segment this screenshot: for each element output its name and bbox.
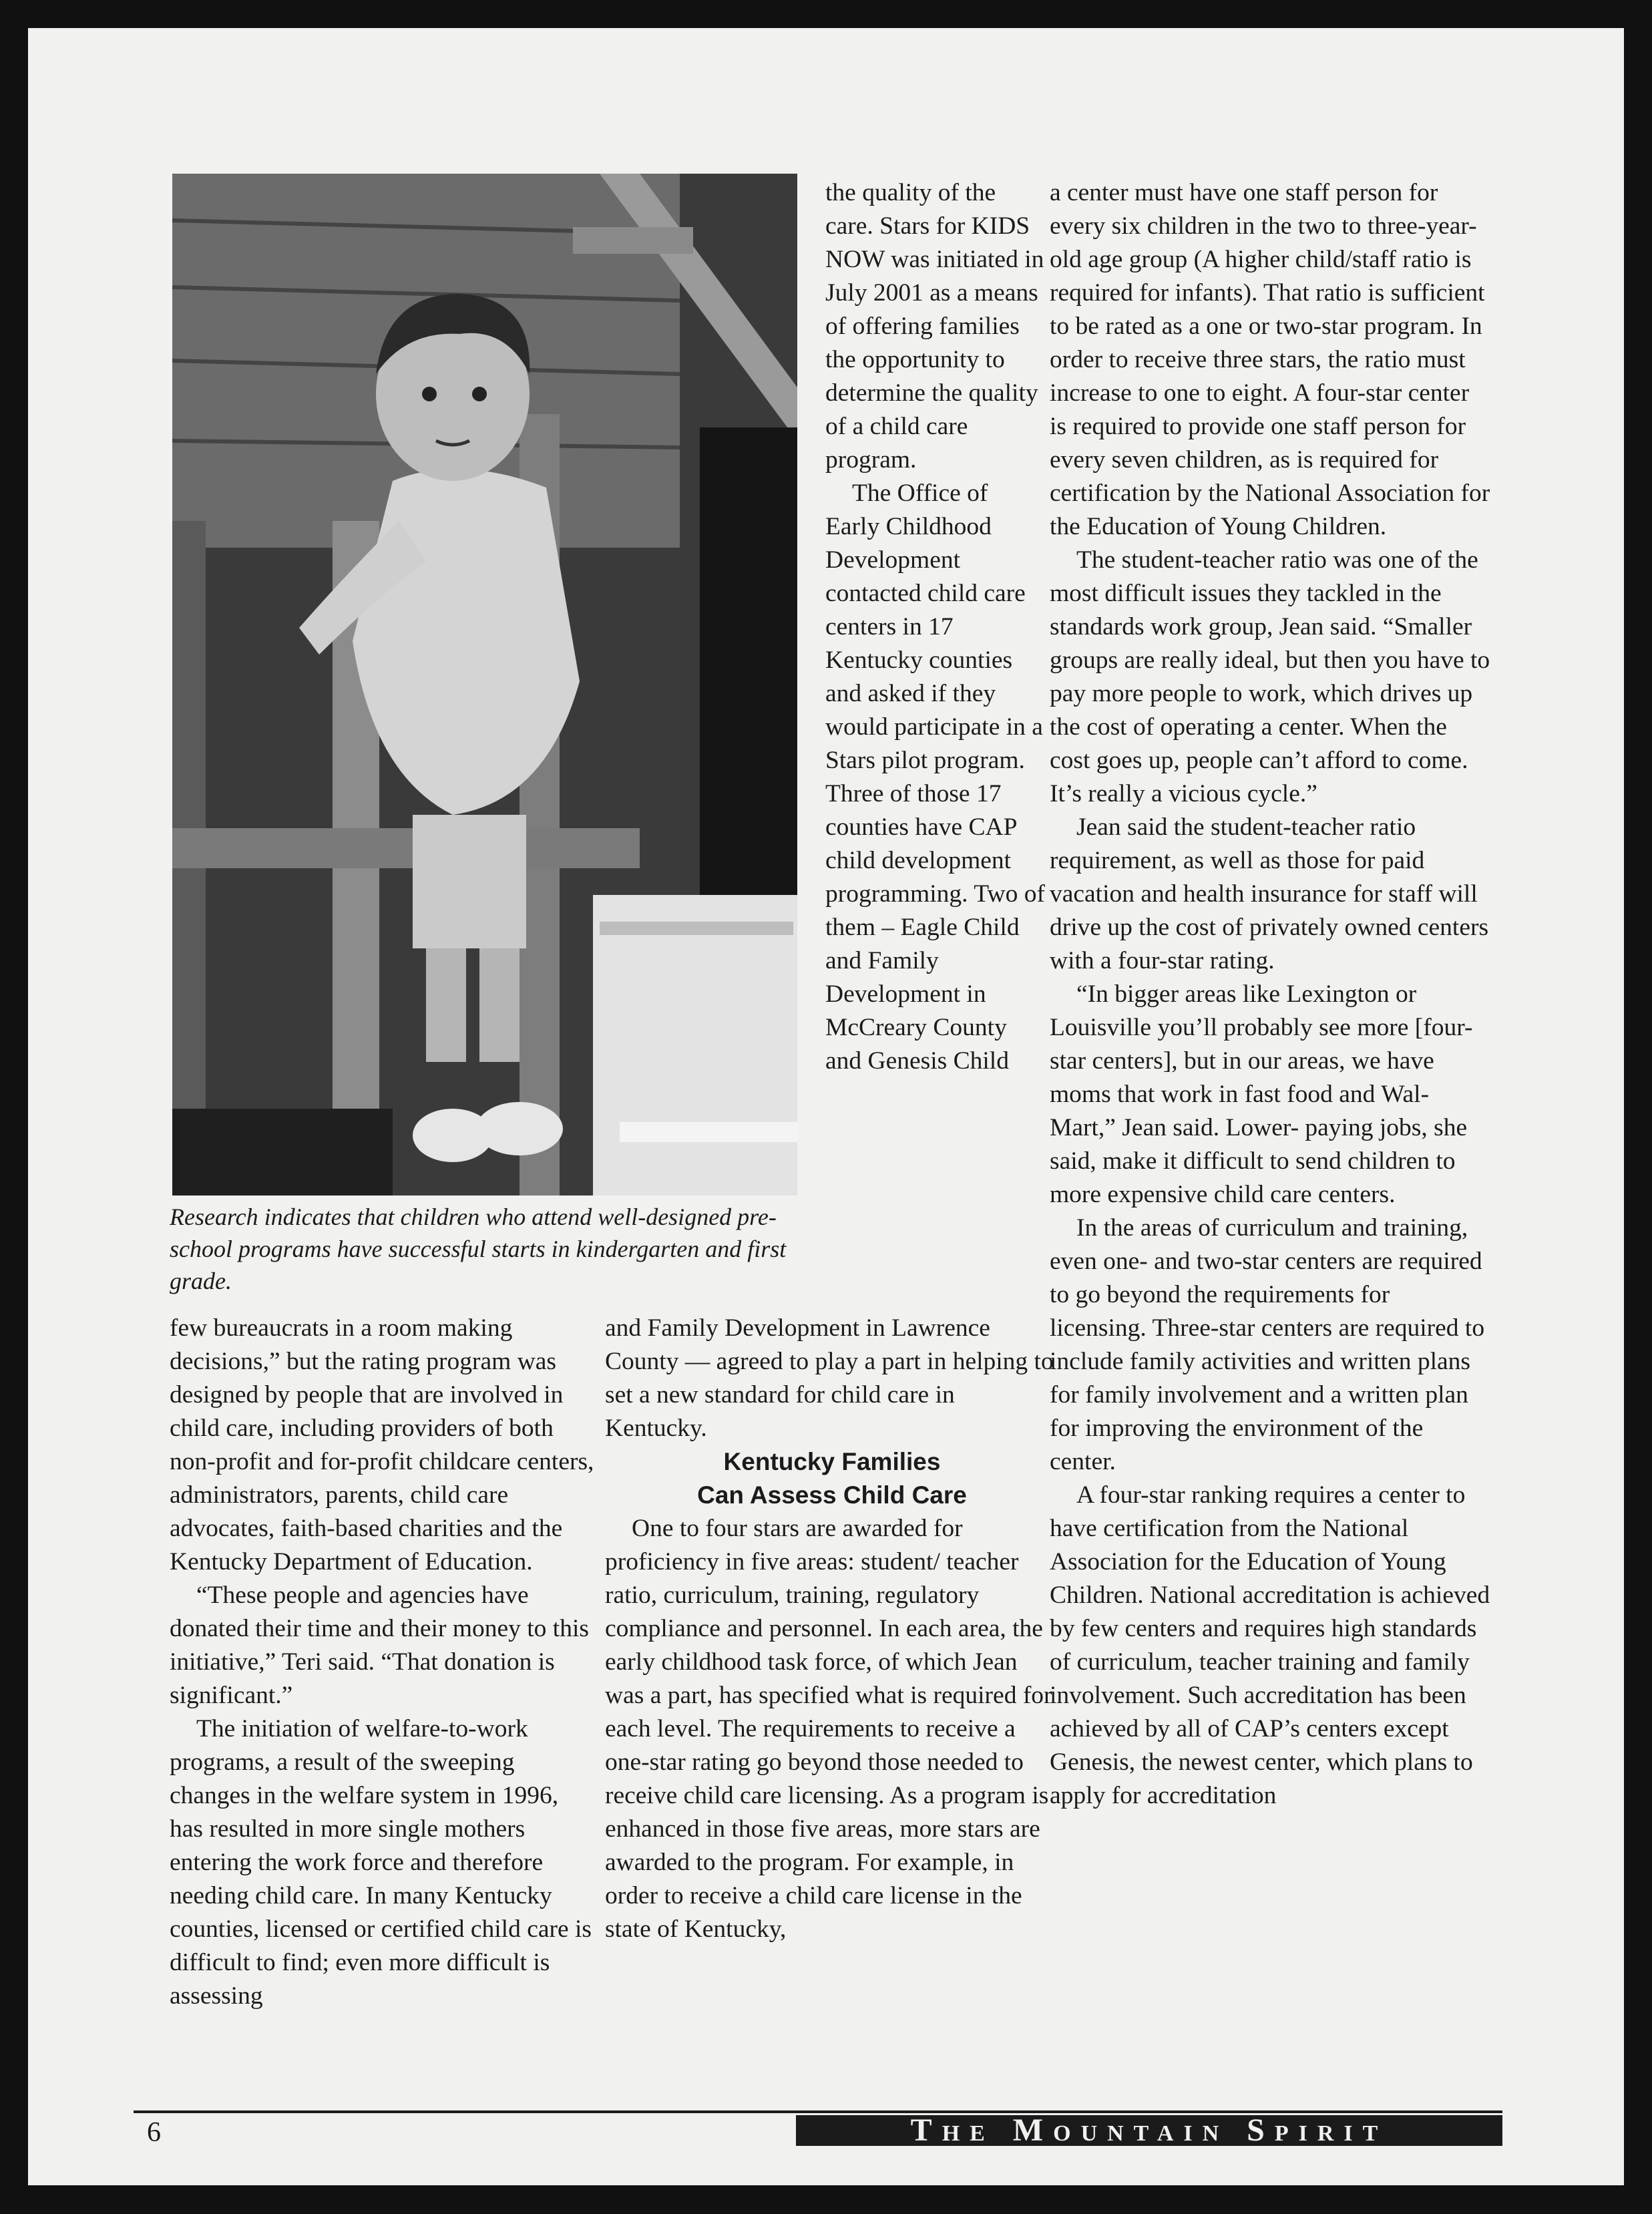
child-playhouse-photo (172, 174, 797, 1195)
subhead-line-1: Kentucky Families (723, 1448, 941, 1475)
col1-paragraph: “These people and agencies have donated their time and their money to this initiative,” Teri said. “That donation is significant.” (170, 1582, 589, 1709)
page-number: 6 (147, 2117, 161, 2148)
column-two-bottom (605, 1312, 1059, 1946)
column-one (170, 1312, 597, 2013)
section-subhead (605, 1445, 1059, 1512)
photo-illustration (172, 174, 797, 1195)
col3-paragraph: a center must have one staff person for every six children in the two to three-year-old age group (A higher child/staff ratio is required for infants). That ratio is sufficient to be rated as a one or two-star program. In order to receive three stars, the ratio must increase to one to eight. A four-star center is required to provide one staff person for every seven children, as is required for certification by the National Association for the Education of Young Children. (1050, 179, 1490, 540)
col2-paragraph: The Office of Early Childhood Development contacted child care centers in 17 Kentucky counties and asked if they would participate in a Stars pilot program. Three of those 17 counties have CAP child development programming. Two of them – Eagle Child and Family Development in McCreary County and Genesis Child (825, 480, 1045, 1075)
col3-paragraph: A four-star ranking requires a center to have certification from the National Association for the Education of Young Children. National accreditation is achieved by few centers and requires high standards of curriculum, teacher training and family involvement. Such accreditation has been achieved by all of CAP’s centers except Genesis, the newest center, which plans to apply for accreditation (1050, 1481, 1490, 1809)
photo-caption: Research indicates that children who attend well-designed pre-school programs have successful starts in kindergarten and first grade. (170, 1204, 787, 1294)
masthead-banner: The Mountain Spirit (796, 2115, 1502, 2146)
column-three (1050, 176, 1490, 1813)
column-two-top (825, 176, 1046, 1078)
col2-paragraph: One to four stars are awarded for proficiency in five areas: student/ teacher ratio, curriculum, training, regulatory compliance and personnel. In each area, the early childhood task force, of which Jean was a part, has specified what is required for each level. The requirements to receive a one-star rating go beyond those needed to receive child care licensing. As a program is enhanced in those five areas, more stars are awarded to the program. For example, in order to receive a child care license in the state of Kentucky, (605, 1515, 1052, 1943)
subhead-line-2: Can Assess Child Care (697, 1481, 967, 1509)
col1-paragraph: The initiation of welfare-to-work programs, a result of the sweeping changes in the welfare system in 1996, has resulted in more single mothers entering the work force and therefore needing child care. In many Kentucky counties, licensed or certified child care is difficult to find; even more difficult is assessing (170, 1715, 592, 2010)
footer-rule (134, 2110, 1502, 2113)
col2-continuation: and Family Development in Lawrence County — agreed to play a part in helping to set a new standard for child care in Kentucky. (605, 1314, 1054, 1442)
col3-paragraph: “In bigger areas like Lexington or Louisville you’ll probably see more [four-star centers], but in our areas, we have moms that work in fast food and Wal-Mart,” Jean said. Lower- paying jobs, she said, make it difficult to send children to more expensive child care centers. (1050, 980, 1473, 1208)
col3-paragraph: In the areas of curriculum and training, even one- and two-star centers are required to go beyond the requirements for licensing. Three-star centers are required to include family activities and written plans for family involvement and a written plan for improving the environment of the center. (1050, 1214, 1485, 1475)
magazine-page (28, 28, 1624, 2185)
col1-paragraph: few bureaucrats in a room making decisions,” but the rating program was designed by people that are involved in child care, including providers of both non-profit and for-profit childcare centers, administrators, parents, child care advocates, faith-based charities and the Kentucky Department of Education. (170, 1314, 594, 1576)
col3-paragraph: Jean said the student-teacher ratio requirement, as well as those for paid vacation and health insurance for staff will drive up the cost of privately owned centers with a four-star rating. (1050, 813, 1489, 974)
col2-paragraph: the quality of the care. Stars for KIDS NOW was initiated in July 2001 as a means of offering families the opportunity to determine the quality of a child care program. (825, 179, 1044, 474)
col3-paragraph: The student-teacher ratio was one of the most difficult issues they tackled in the standards work group, Jean said. “Smaller groups are really ideal, but then you have to pay more people to work, which drives up the cost of operating a center. When the cost goes up, people can’t afford to come. It’s really a vicious cycle.” (1050, 546, 1490, 807)
